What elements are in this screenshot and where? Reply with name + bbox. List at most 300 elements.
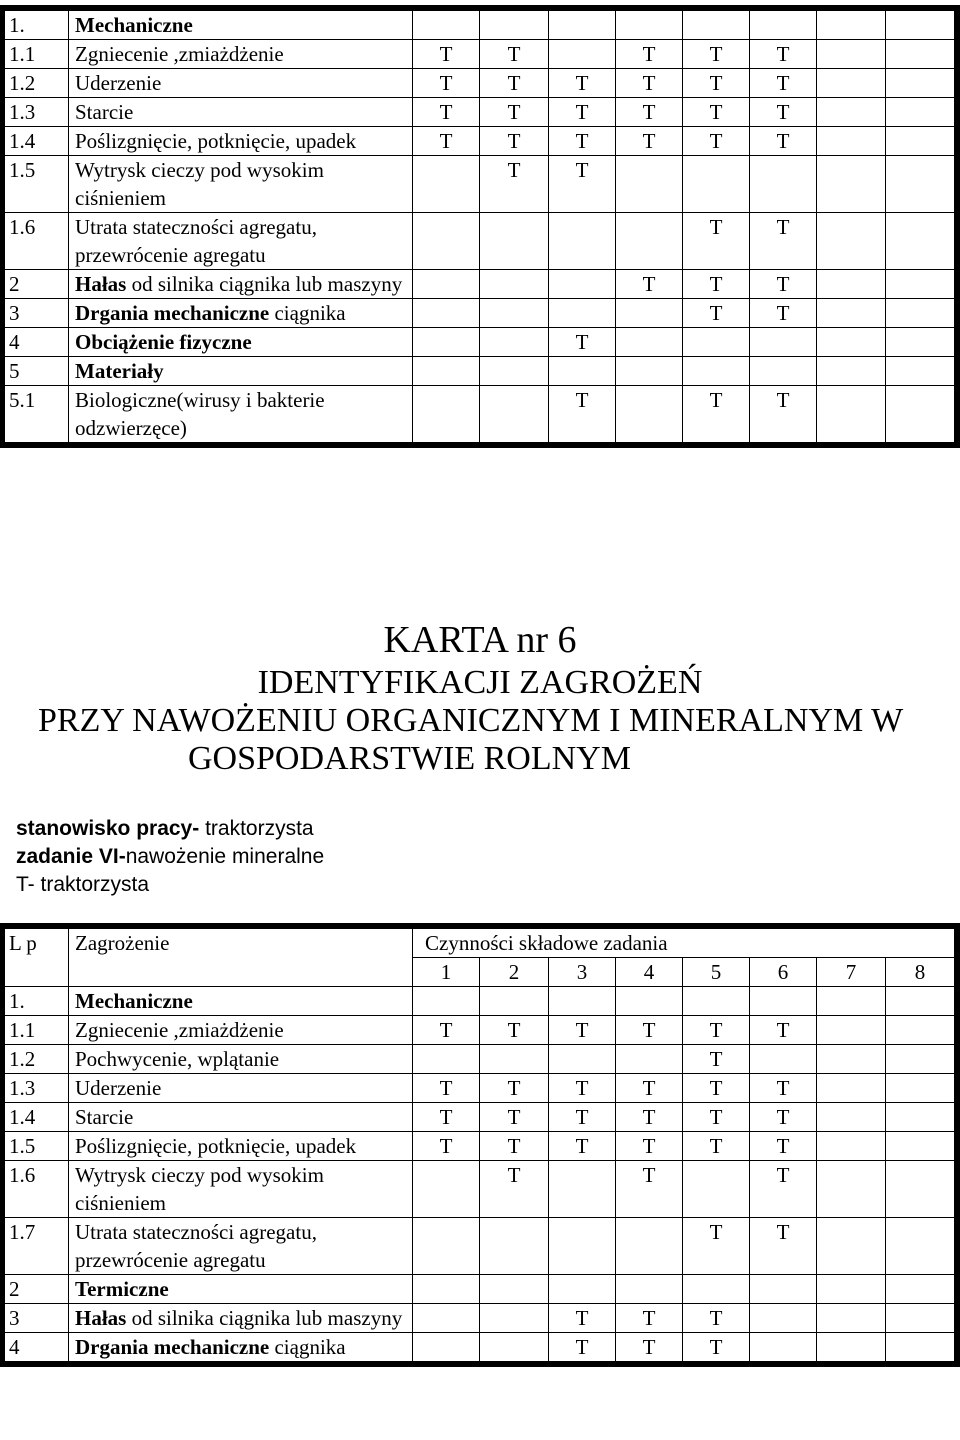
- row-number: 5: [5, 357, 69, 386]
- activity-mark-1: T: [413, 1074, 480, 1103]
- hazard-description: Poślizgnięcie, potknięcie, upadek: [75, 1134, 357, 1158]
- table-row: [5, 1016, 955, 1045]
- hazard-name: [69, 213, 413, 270]
- workstation-value: traktorzysta: [199, 817, 314, 840]
- row-number: 4: [5, 1333, 69, 1362]
- activity-mark-3: T: [549, 1132, 616, 1161]
- hazard-category: Drgania mechaniczne: [75, 1335, 270, 1359]
- activity-mark-3: [549, 40, 616, 69]
- activity-mark-8: [886, 1103, 955, 1132]
- hazard-category: Hałas: [75, 1306, 127, 1330]
- hazard-description: Poślizgnięcie, potknięcie, upadek: [75, 129, 357, 153]
- hazard-description: Starcie: [75, 1105, 134, 1129]
- hazard-description: Uderzenie: [75, 71, 162, 95]
- activity-mark-5: T: [683, 1045, 750, 1074]
- row-number: 3: [5, 299, 69, 328]
- activity-mark-1: [413, 1275, 480, 1304]
- activity-mark-3: [549, 1275, 616, 1304]
- activity-mark-4: [616, 1045, 683, 1074]
- activity-mark-6: T: [750, 386, 817, 443]
- activity-mark-7: [817, 1304, 886, 1333]
- activity-mark-5: T: [683, 270, 750, 299]
- activity-mark-2: [480, 11, 549, 40]
- activity-mark-6: T: [750, 69, 817, 98]
- activity-mark-7: [817, 270, 886, 299]
- row-number: 1.4: [5, 127, 69, 156]
- activity-mark-3: T: [549, 1304, 616, 1333]
- activity-mark-4: T: [616, 1333, 683, 1362]
- activity-mark-6: [750, 357, 817, 386]
- activity-mark-4: T: [616, 98, 683, 127]
- hazard-description: ciągnika: [269, 1335, 346, 1359]
- activity-mark-2: [480, 1333, 549, 1362]
- hazard-name: [69, 1045, 413, 1074]
- activity-mark-3: [549, 299, 616, 328]
- table-row: [5, 357, 955, 386]
- activity-mark-8: [886, 213, 955, 270]
- activity-mark-1: [413, 1045, 480, 1074]
- table-row: [5, 1103, 955, 1132]
- activity-mark-8: [886, 1218, 955, 1275]
- activity-mark-1: [413, 11, 480, 40]
- activity-mark-3: [549, 270, 616, 299]
- activity-mark-2: T: [480, 127, 549, 156]
- activity-mark-8: [886, 1016, 955, 1045]
- activity-mark-7: [817, 11, 886, 40]
- activity-mark-8: [886, 328, 955, 357]
- activity-mark-5: T: [683, 1016, 750, 1045]
- card-subtitle-line-1: IDENTYFIKACJI ZAGROŻEŃ: [257, 664, 703, 701]
- activity-mark-2: [480, 386, 549, 443]
- header-lp: L p: [5, 929, 69, 987]
- activity-mark-4: [616, 1275, 683, 1304]
- activity-mark-4: T: [616, 1074, 683, 1103]
- activity-mark-4: T: [616, 40, 683, 69]
- hazard-name: [69, 1103, 413, 1132]
- activity-mark-4: [616, 213, 683, 270]
- activity-mark-8: [886, 1333, 955, 1362]
- table-row: [5, 127, 955, 156]
- activity-mark-6: T: [750, 1016, 817, 1045]
- hazard-name: [69, 1218, 413, 1275]
- hazard-description: Utrata stateczności agregatu, przewrócenie agregatu: [75, 1220, 317, 1272]
- table-row: [5, 1333, 955, 1362]
- activity-column-4: 4: [616, 958, 683, 987]
- activity-mark-3: [549, 357, 616, 386]
- hazard-description: Wytrysk cieczy pod wysokim ciśnieniem: [75, 158, 324, 210]
- activity-mark-7: [817, 386, 886, 443]
- activity-mark-1: [413, 156, 480, 213]
- hazard-description: Zgniecenie ,zmiażdżenie: [75, 42, 284, 66]
- hazard-description: Zgniecenie ,zmiażdżenie: [75, 1018, 284, 1042]
- activity-mark-2: T: [480, 1074, 549, 1103]
- row-number: 1.1: [5, 40, 69, 69]
- table-row: [5, 328, 955, 357]
- hazard-name: [69, 1016, 413, 1045]
- hazard-category: Termiczne: [75, 1277, 169, 1301]
- activity-mark-8: [886, 156, 955, 213]
- table-row: [5, 1161, 955, 1218]
- activity-mark-2: T: [480, 69, 549, 98]
- activity-mark-7: [817, 156, 886, 213]
- activity-mark-4: T: [616, 127, 683, 156]
- activity-mark-8: [886, 1275, 955, 1304]
- hazard-description: Uderzenie: [75, 1076, 162, 1100]
- activity-mark-3: [549, 213, 616, 270]
- activity-mark-3: T: [549, 98, 616, 127]
- row-number: 1.2: [5, 69, 69, 98]
- hazard-category: Mechaniczne: [75, 989, 193, 1013]
- table-header-row: [5, 929, 955, 958]
- activity-mark-4: [616, 987, 683, 1016]
- activity-mark-3: T: [549, 1103, 616, 1132]
- row-number: 1.5: [5, 156, 69, 213]
- activity-mark-6: T: [750, 1132, 817, 1161]
- row-number: 1.7: [5, 1218, 69, 1275]
- activity-mark-6: T: [750, 1161, 817, 1218]
- activity-mark-4: [616, 328, 683, 357]
- activity-mark-4: T: [616, 270, 683, 299]
- row-number: 1.2: [5, 1045, 69, 1074]
- activity-mark-2: [480, 1275, 549, 1304]
- hazard-table-previous-body: [5, 11, 955, 443]
- activity-mark-7: [817, 1103, 886, 1132]
- activity-mark-1: [413, 270, 480, 299]
- activity-mark-5: T: [683, 98, 750, 127]
- hazard-name: [69, 127, 413, 156]
- activity-mark-3: [549, 1045, 616, 1074]
- row-number: 2: [5, 1275, 69, 1304]
- activity-mark-7: [817, 299, 886, 328]
- hazard-description: Biologiczne(wirusy i bakterie odzwierzęce): [75, 388, 325, 440]
- activity-mark-5: T: [683, 299, 750, 328]
- activity-mark-1: [413, 386, 480, 443]
- activity-mark-6: T: [750, 299, 817, 328]
- activity-mark-4: T: [616, 1304, 683, 1333]
- table-row: [5, 1045, 955, 1074]
- hazard-name: [69, 987, 413, 1016]
- activity-mark-1: [413, 1218, 480, 1275]
- activity-mark-2: [480, 1218, 549, 1275]
- hazard-name: [69, 299, 413, 328]
- hazard-name: [69, 1161, 413, 1218]
- hazard-category: Mechaniczne: [75, 13, 193, 37]
- hazard-table-body: [5, 929, 955, 1362]
- hazard-category: Drgania mechaniczne: [75, 301, 270, 325]
- activity-column-2: 2: [480, 958, 549, 987]
- activity-mark-6: [750, 156, 817, 213]
- hazard-description: Pochwycenie, wplątanie: [75, 1047, 280, 1071]
- activity-mark-6: T: [750, 1074, 817, 1103]
- activity-mark-6: [750, 328, 817, 357]
- activity-mark-4: [616, 299, 683, 328]
- activity-mark-7: [817, 357, 886, 386]
- activity-mark-8: [886, 69, 955, 98]
- activity-mark-5: T: [683, 40, 750, 69]
- activity-mark-5: [683, 1161, 750, 1218]
- activity-mark-2: T: [480, 1161, 549, 1218]
- activity-mark-2: [480, 1045, 549, 1074]
- workstation-line: [16, 815, 314, 843]
- activity-mark-3: [549, 1218, 616, 1275]
- hazard-name: [69, 11, 413, 40]
- activity-mark-5: T: [683, 386, 750, 443]
- activity-mark-5: [683, 328, 750, 357]
- header-hazard: Zagrożenie: [69, 929, 413, 987]
- activity-mark-2: T: [480, 1103, 549, 1132]
- activity-mark-6: [750, 1275, 817, 1304]
- card-subtitle-line-2: PRZY NAWOŻENIU ORGANICZNYM I MINERALNYM W: [38, 702, 904, 739]
- activity-mark-6: [750, 11, 817, 40]
- workstation-label: stanowisko pracy-: [16, 817, 200, 840]
- activity-mark-1: T: [413, 1016, 480, 1045]
- activity-mark-1: T: [413, 98, 480, 127]
- row-number: 2: [5, 270, 69, 299]
- row-number: 1.1: [5, 1016, 69, 1045]
- activity-mark-4: T: [616, 69, 683, 98]
- table-row: [5, 1074, 955, 1103]
- table-row: [5, 386, 955, 443]
- activity-mark-7: [817, 1132, 886, 1161]
- activity-mark-7: [817, 1218, 886, 1275]
- activity-mark-5: T: [683, 1103, 750, 1132]
- hazard-name: [69, 1074, 413, 1103]
- card-title: KARTA nr 6: [383, 619, 577, 661]
- activity-mark-4: T: [616, 1103, 683, 1132]
- activity-mark-7: [817, 1161, 886, 1218]
- table-row: [5, 1218, 955, 1275]
- activity-column-7: 7: [817, 958, 886, 987]
- row-number: 1.4: [5, 1103, 69, 1132]
- activity-mark-2: [480, 1304, 549, 1333]
- activity-mark-8: [886, 386, 955, 443]
- activity-mark-2: [480, 357, 549, 386]
- table-row: [5, 1275, 955, 1304]
- activity-mark-5: [683, 11, 750, 40]
- table-row: [5, 987, 955, 1016]
- hazard-description: Starcie: [75, 100, 134, 124]
- activity-mark-4: [616, 11, 683, 40]
- activity-mark-2: T: [480, 98, 549, 127]
- activity-mark-1: T: [413, 1132, 480, 1161]
- activity-mark-4: T: [616, 1016, 683, 1045]
- activity-mark-5: T: [683, 1074, 750, 1103]
- activity-mark-2: [480, 987, 549, 1016]
- activity-mark-8: [886, 1132, 955, 1161]
- activity-mark-8: [886, 299, 955, 328]
- activity-mark-2: [480, 328, 549, 357]
- activity-mark-5: [683, 987, 750, 1016]
- activity-mark-6: T: [750, 1218, 817, 1275]
- row-number: 1.6: [5, 1161, 69, 1218]
- activity-mark-6: [750, 1045, 817, 1074]
- table-row: [5, 270, 955, 299]
- activity-mark-3: T: [549, 1333, 616, 1362]
- activity-mark-7: [817, 127, 886, 156]
- activity-mark-7: [817, 1045, 886, 1074]
- task-value: nawożenie mineralne: [125, 845, 325, 868]
- activity-mark-1: T: [413, 40, 480, 69]
- row-number: 5.1: [5, 386, 69, 443]
- table-row: [5, 11, 955, 40]
- activity-mark-6: T: [750, 98, 817, 127]
- row-number: 1.: [5, 11, 69, 40]
- activity-mark-3: T: [549, 328, 616, 357]
- activity-mark-6: T: [750, 213, 817, 270]
- activity-mark-7: [817, 1016, 886, 1045]
- activity-mark-5: T: [683, 127, 750, 156]
- hazard-description: Utrata stateczności agregatu, przewrócenie agregatu: [75, 215, 317, 267]
- activity-column-3: 3: [549, 958, 616, 987]
- activity-mark-1: [413, 1304, 480, 1333]
- hazard-category: Obciążenie fizyczne: [75, 330, 252, 354]
- hazard-table: [4, 928, 955, 1362]
- hazard-category: Materiały: [75, 359, 164, 383]
- activity-mark-8: [886, 127, 955, 156]
- activity-mark-8: [886, 357, 955, 386]
- activity-mark-3: T: [549, 1016, 616, 1045]
- activity-mark-2: T: [480, 156, 549, 213]
- table-row: [5, 213, 955, 270]
- activity-mark-2: T: [480, 1132, 549, 1161]
- activity-mark-3: T: [549, 127, 616, 156]
- activity-mark-5: T: [683, 1304, 750, 1333]
- table-row: [5, 98, 955, 127]
- activity-mark-3: T: [549, 156, 616, 213]
- activity-column-6: 6: [750, 958, 817, 987]
- activity-mark-6: [750, 1304, 817, 1333]
- activity-mark-4: T: [616, 1132, 683, 1161]
- table-row: [5, 69, 955, 98]
- legend-line: T- traktorzysta: [16, 873, 150, 896]
- activity-column-1: 1: [413, 958, 480, 987]
- activity-mark-5: [683, 156, 750, 213]
- hazard-name: [69, 1304, 413, 1333]
- activity-mark-1: [413, 1161, 480, 1218]
- activity-mark-2: [480, 299, 549, 328]
- activity-mark-8: [886, 987, 955, 1016]
- hazard-name: [69, 69, 413, 98]
- activity-column-5: 5: [683, 958, 750, 987]
- activity-mark-1: T: [413, 69, 480, 98]
- hazard-name: [69, 357, 413, 386]
- activity-mark-2: T: [480, 40, 549, 69]
- activity-mark-7: [817, 40, 886, 69]
- activity-mark-1: [413, 328, 480, 357]
- activity-mark-6: T: [750, 1103, 817, 1132]
- activity-mark-7: [817, 328, 886, 357]
- hazard-name: [69, 328, 413, 357]
- activity-mark-3: [549, 987, 616, 1016]
- hazard-description: od silnika ciągnika lub maszyny: [126, 272, 403, 296]
- activity-mark-8: [886, 40, 955, 69]
- card-subtitle-line-3: GOSPODARSTWIE ROLNYM: [188, 740, 631, 777]
- table-row: [5, 1304, 955, 1333]
- activity-mark-4: [616, 156, 683, 213]
- activity-mark-5: T: [683, 1132, 750, 1161]
- hazard-description: ciągnika: [269, 301, 346, 325]
- activity-mark-7: [817, 69, 886, 98]
- activity-mark-2: [480, 270, 549, 299]
- row-number: 4: [5, 328, 69, 357]
- activity-mark-5: T: [683, 1333, 750, 1362]
- task-line: [16, 843, 324, 871]
- activity-mark-1: [413, 299, 480, 328]
- activity-mark-3: T: [549, 386, 616, 443]
- activity-mark-7: [817, 1275, 886, 1304]
- activity-mark-3: T: [549, 1074, 616, 1103]
- activity-mark-5: [683, 1275, 750, 1304]
- activity-mark-8: [886, 11, 955, 40]
- activity-mark-6: [750, 1333, 817, 1362]
- activity-mark-1: [413, 213, 480, 270]
- row-number: 1.6: [5, 213, 69, 270]
- activity-mark-4: [616, 357, 683, 386]
- activity-mark-5: T: [683, 213, 750, 270]
- activity-mark-2: [480, 213, 549, 270]
- activity-mark-1: [413, 357, 480, 386]
- activity-mark-7: [817, 213, 886, 270]
- task-label: zadanie VI-: [16, 845, 126, 868]
- activity-mark-3: T: [549, 69, 616, 98]
- activity-mark-4: T: [616, 1161, 683, 1218]
- hazard-description: Wytrysk cieczy pod wysokim ciśnieniem: [75, 1163, 324, 1215]
- row-number: 1.3: [5, 98, 69, 127]
- activity-mark-8: [886, 1161, 955, 1218]
- activity-mark-5: T: [683, 1218, 750, 1275]
- activity-mark-7: [817, 1074, 886, 1103]
- table-row: [5, 156, 955, 213]
- hazard-name: [69, 156, 413, 213]
- row-number: 1.3: [5, 1074, 69, 1103]
- activity-mark-2: T: [480, 1016, 549, 1045]
- activity-mark-3: [549, 11, 616, 40]
- activity-mark-7: [817, 98, 886, 127]
- table-row: [5, 1132, 955, 1161]
- hazard-name: [69, 98, 413, 127]
- row-number: 1.5: [5, 1132, 69, 1161]
- header-activities: Czynności składowe zadania: [413, 929, 955, 958]
- activity-mark-4: [616, 386, 683, 443]
- hazard-name: [69, 1275, 413, 1304]
- activity-mark-8: [886, 1074, 955, 1103]
- activity-column-8: 8: [886, 958, 955, 987]
- activity-mark-6: T: [750, 270, 817, 299]
- hazard-name: [69, 270, 413, 299]
- hazard-name: [69, 40, 413, 69]
- activity-mark-1: T: [413, 127, 480, 156]
- hazard-name: [69, 1333, 413, 1362]
- activity-mark-6: T: [750, 40, 817, 69]
- activity-mark-1: T: [413, 1103, 480, 1132]
- activity-mark-4: [616, 1218, 683, 1275]
- row-number: 3: [5, 1304, 69, 1333]
- activity-mark-6: [750, 987, 817, 1016]
- activity-mark-5: [683, 357, 750, 386]
- table-row: [5, 299, 955, 328]
- activity-mark-1: [413, 1333, 480, 1362]
- activity-mark-8: [886, 270, 955, 299]
- activity-mark-3: [549, 1161, 616, 1218]
- activity-mark-6: T: [750, 127, 817, 156]
- hazard-category: Hałas: [75, 272, 127, 296]
- hazard-name: [69, 1132, 413, 1161]
- hazard-name: [69, 386, 413, 443]
- activity-mark-8: [886, 1304, 955, 1333]
- activity-mark-1: [413, 987, 480, 1016]
- hazard-table-previous: [4, 10, 955, 443]
- activity-mark-7: [817, 1333, 886, 1362]
